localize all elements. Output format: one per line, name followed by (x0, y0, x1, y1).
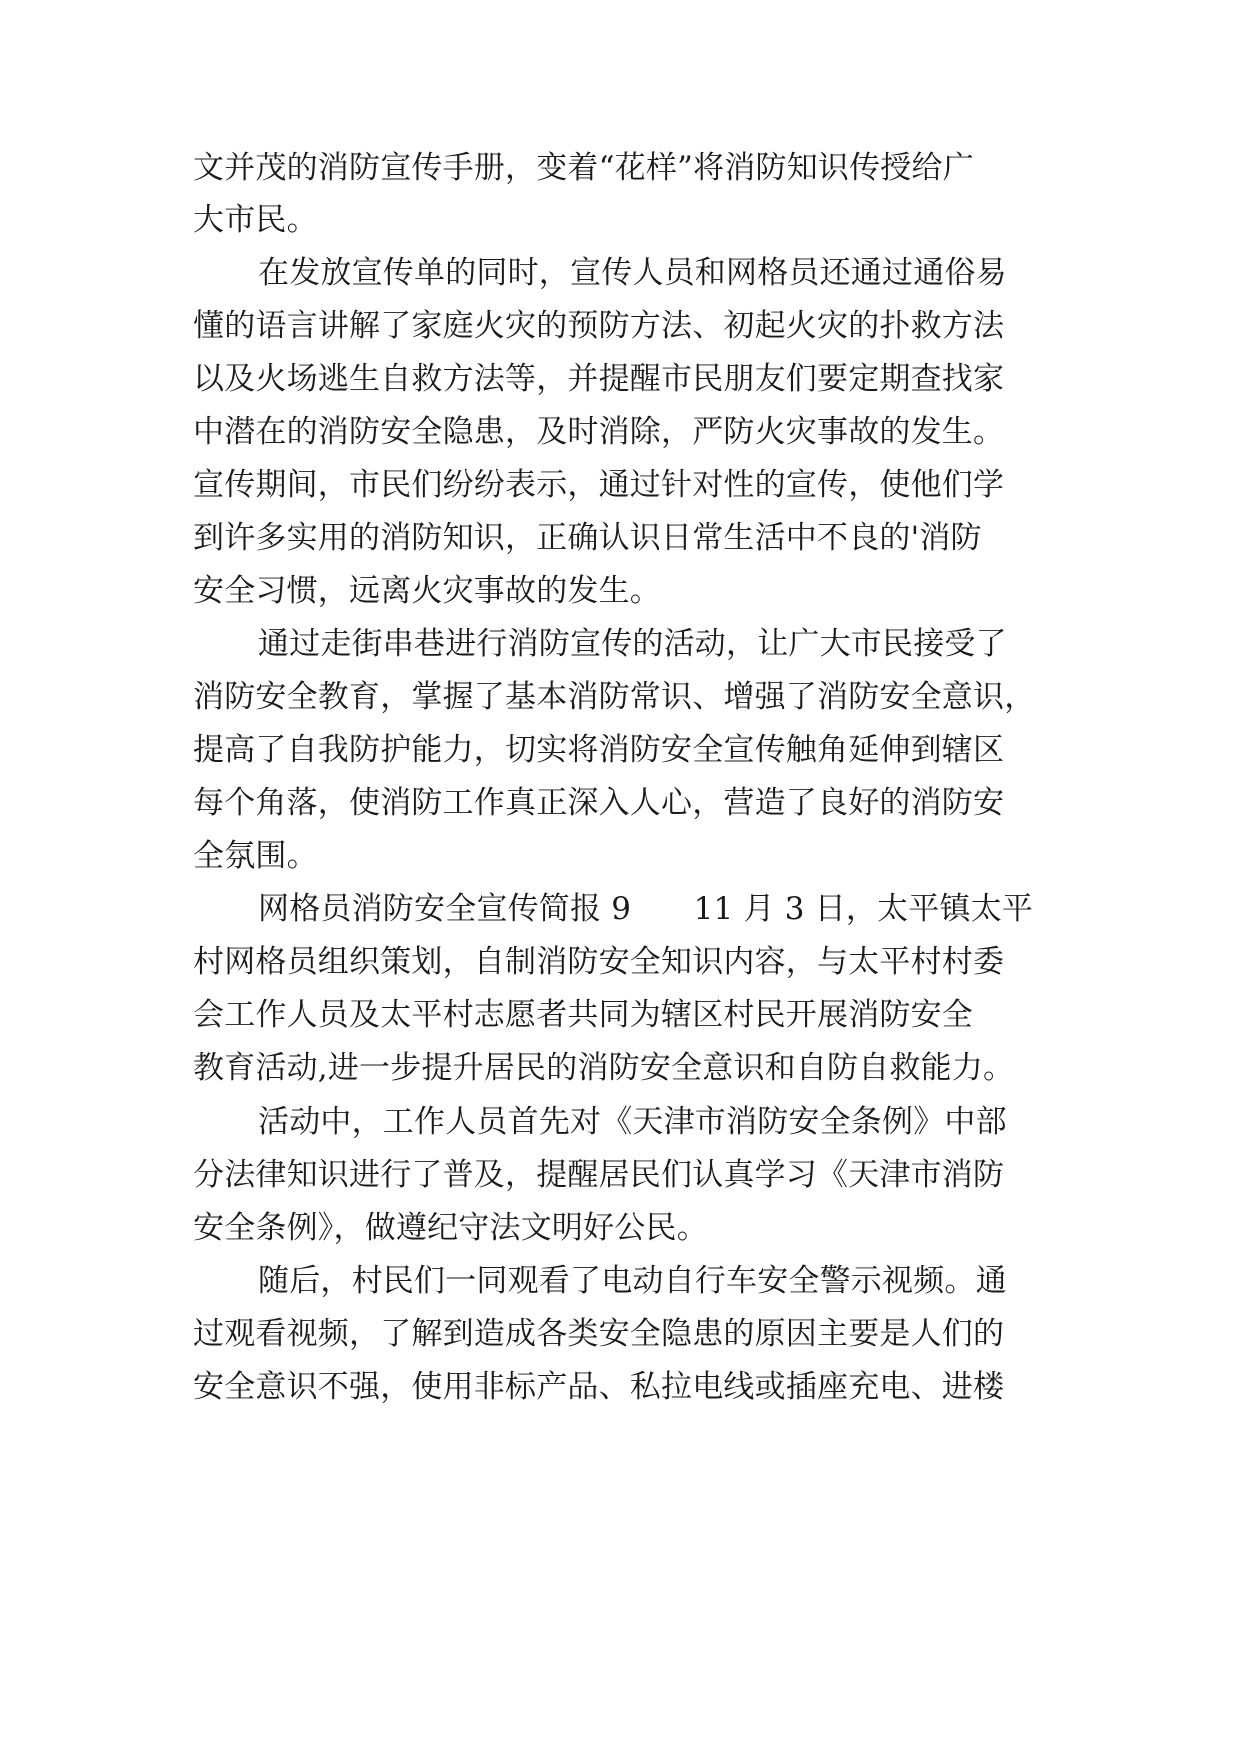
text-line: 全氛围。 (193, 838, 318, 874)
text-line: 活动中，工作人员首先对《天津市消防安全条例》中部 (258, 1104, 1007, 1140)
text-line: 安全条例》，做遵纪守法文明好公民。 (193, 1210, 708, 1246)
text-line: 过观看视频，了解到造成各类安全隐患的原因主要是人们的 (193, 1316, 1005, 1352)
text-line: 在发放宣传单的同时，宣传人员和网格员还通过通俗易 (258, 255, 1007, 291)
text-line: 宣传期间，市民们纷纷表示，通过针对性的宣传，使他们学 (193, 467, 1005, 503)
text-line: 安全习惯，远离火灾事故的发生。 (193, 573, 661, 609)
text-line: 中潜在的消防安全隐患，及时消除，严防火灾事故的发生。 (193, 414, 1005, 450)
text-line: 随后，村民们一同观看了电动自行车安全警示视频。通 (258, 1263, 1007, 1299)
text-line: 到许多实用的消防知识，正确认识日常生活中不良的'消防 (193, 520, 982, 556)
text-line: 大市民。 (193, 202, 318, 238)
text-line: 会工作人员及太平村志愿者共同为辖区村民开展消防安全 (193, 997, 973, 1033)
text-line: 提高了自我防护能力，切实将消防安全宣传触角延伸到辖区 (193, 732, 1005, 768)
text-line: 村网格员组织策划，自制消防安全知识内容，与太平村村委 (193, 944, 1005, 980)
text-line: 通过走街串巷进行消防宣传的活动，让广大市民接受了 (258, 626, 1007, 662)
text-line: 文并茂的消防宣传手册，变着“花样”将消防知识传授给广 (193, 150, 974, 186)
text-line: 懂的语言讲解了家庭火灾的预防方法、初起火灾的扑救方法 (193, 308, 1005, 344)
text-line: 以及火场逃生自救方法等，并提醒市民朋友们要定期查找家 (193, 361, 1005, 397)
text-line: 消防安全教育，掌握了基本消防常识、增强了消防安全意识， (193, 679, 1036, 715)
text-line: 安全意识不强，使用非标产品、私拉电线或插座充电、进楼 (193, 1369, 1005, 1405)
text-line: 教育活动,进一步提升居民的消防安全意识和自防自救能力。 (193, 1050, 1015, 1086)
text-line: 网格员消防安全宣传简报 9 11 月 3 日，太平镇太平 (258, 891, 1034, 927)
text-line: 分法律知识进行了普及，提醒居民们认真学习《天津市消防 (193, 1157, 1005, 1193)
text-line: 每个角落，使消防工作真正深入人心，营造了良好的消防安 (193, 785, 1005, 821)
